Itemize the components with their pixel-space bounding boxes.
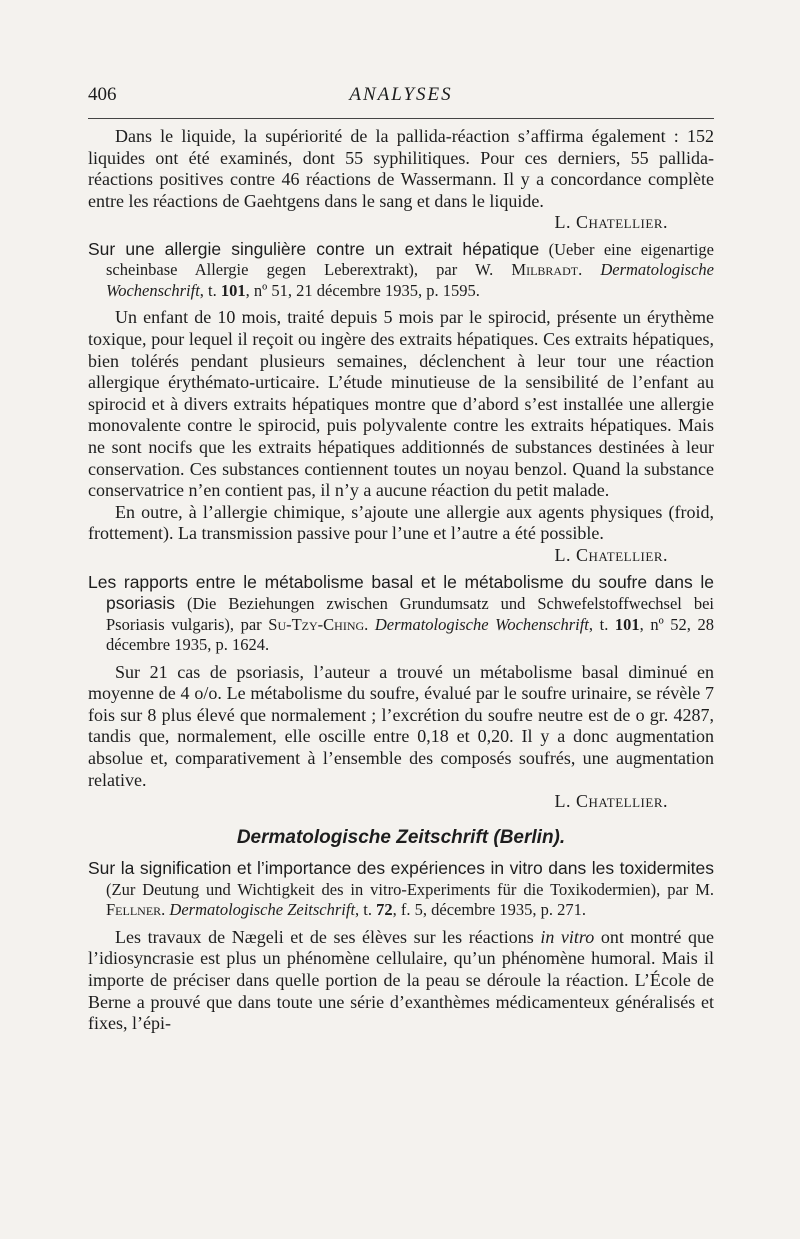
journal-name: Dermatologische Zeitschrift — [169, 900, 356, 920]
volume: 72 — [376, 900, 393, 920]
article-heading: Les rapports entre le métabolisme basal et le métabolisme du soufre dans le psoriasis (Die Beziehungen zwischen Grundumsatz und Schwefelstoffwechsel bei Psoriasis vulgaris), par Su-Tzy-Ching. Dermatologische Wochenschrift, t. 101, nº 52, 28 décembre 1935, p. 1624. — [88, 571, 715, 655]
volume: 101 — [614, 614, 640, 634]
running-title: ANALYSES — [349, 84, 453, 105]
body-text — [88, 126, 714, 1035]
journal-name: Dermatologische Wochenschrift — [374, 614, 589, 634]
article-paragraph: En outre, à l’allergie chimique, s’ajoute une allergie aux agents physiques (froid, frottement). La transmission passive pour l’une et l’autre a été possible. — [88, 501, 714, 544]
article-paragraph: Les travaux de Nægeli et de ses élèves sur les réactions in vitro ont montré que l’idiosyncrasie est plus un phénomène cellulaire, qu’un phénomène humoral. Mais il importe de préciser dans quelle portion de la peau se déroule la réaction. L’École de Berne a prouvé que dans toute une série d’exanthèmes médicamenteux généralisés et fixes, l’épi- — [88, 926, 714, 1034]
page-number: 406 — [88, 84, 117, 105]
article-title: Les rapports entre le métabolisme basal et le métabolisme du soufre dans le psoriasis — [88, 571, 714, 614]
header-rule — [88, 118, 714, 119]
author: Fellner — [106, 900, 162, 920]
intro-paragraph: Dans le liquide, la supériorité de la pallida-réaction s’affirma également : 152 liquides ont été examinés, dont 55 syphilitiques. Pour ces derniers, 55 pallida-réactions positives contre 46 réactions de Wassermann. Il y a concordance complète entre les réactions de Gaehtgens dans le sang et dans le liquide. — [88, 126, 714, 211]
article-title: Sur une allergie singulière contre un extrait hépatique — [88, 238, 540, 259]
article-paragraph: Sur 21 cas de psoriasis, l’auteur a trouvé un métabolisme basal diminué en moyenne de 4 o/o. Le métabolisme du soufre, évalué par le soufre urinaire, se révèle 7 fois sur 8 plus élevé que normalement ; l’excrétion du soufre neutre est de o gr. 4287, tandis que, normalement, elle oscille entre 0,18 et 0,20. Il y a donc augmentation absolue et, comparativement à l’ensemble des composés soufrés, une augmentation relative. — [88, 661, 714, 790]
volume: 101 — [220, 280, 246, 300]
article-heading: Sur une allergie singulière contre un extrait hépatique (Ueber eine eigenartige scheinbase Allergie gegen Leberextrakt), par W. Milbradt. Dermatologische Wochenschrift, t. 101, nº 51, 21 décembre 1935, p. 1595. — [88, 238, 714, 300]
article-heading: Sur la signification et l’importance des expériences in vitro dans les toxidermites (Zur Deutung und Wichtigkeit des in vitro-Experiments für die Toxikodermien), par M. Fellner. Dermatologische Zeitschrift, t. 72, f. 5, décembre 1935, p. 271. — [88, 858, 714, 920]
signature: L. Chatellier. — [554, 545, 668, 565]
section-heading: Dermatologische Zeitschrift (Berlin). — [236, 826, 566, 848]
signature: L. Chatellier. — [554, 212, 668, 233]
author: Milbradt — [511, 260, 579, 280]
author: Su-Tzy-Ching — [268, 614, 365, 634]
article-title: Sur la signification et l’importance des expériences in vitro dans les toxidermites — [88, 858, 714, 879]
journal-name: Dermatologische Wochenschrift — [106, 260, 714, 300]
signature: L. Chatellier. — [554, 791, 668, 812]
article-paragraph: Un enfant de 10 mois, traité depuis 5 mois par le spirocid, présente un érythème toxique, pour lequel il reçoit ou ingère des extraits hépatiques. Ces extraits hépatiques, bien tolérés pendant plusieurs semaines, déclenchent à leur tour une réaction allergique érythémato-urticaire. L’étude minutieuse de la sensibilité de l’enfant au spirocid et à divers extraits hépatiques montre que d’abord s’est installée une allergie monovalente contre le spirocid, puis polyvalente contre les extraits hépatiques. Mais ne sont nocifs que les extraits hépatiques additionnés de substances destinées à leur conservation. Ces substances contiennent toutes un noyau benzol. Quand la substance conservatrice n’en contient pas, il n’y a aucune réaction du petit malade. — [88, 307, 714, 501]
